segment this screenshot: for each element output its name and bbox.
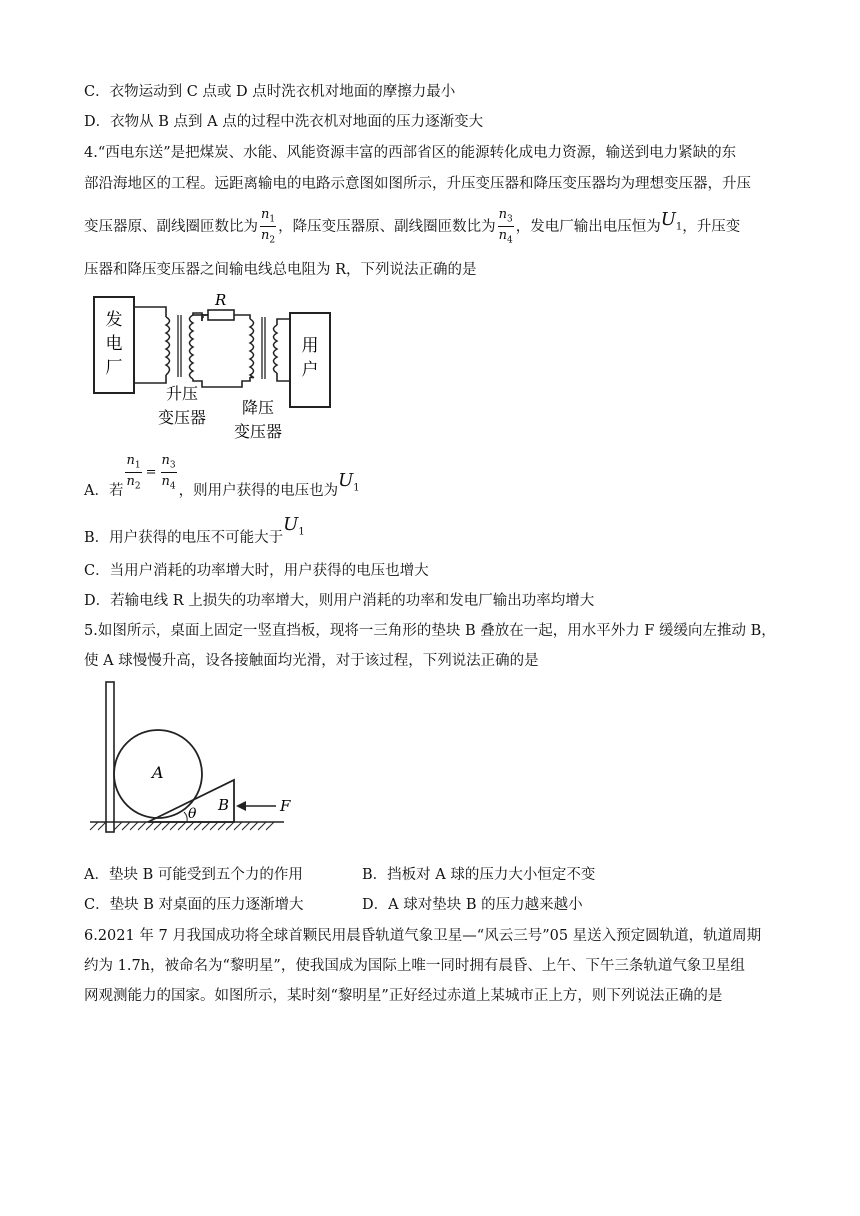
q4-option-b: B．用户获得的电压不可能大于 $U_1$ — [84, 514, 305, 547]
q6-text-line3: 网观测能力的国家。如图所示，某时刻“黎明星”正好经过赤道上某城市正上方，则下列说法正确的是 — [84, 988, 723, 1004]
step-down-label-1: 降压 — [241, 398, 275, 417]
step-down-label-2: 变压器 — [233, 422, 283, 441]
ball-a-label: A — [152, 763, 164, 782]
ratio-equation: $\frac{n_1}{n_2}$ = $\frac{n_3}{n_4}$ — [126, 452, 176, 492]
q4-text-line2: 部沿海地区的工程。远距离输电的电路示意图如图所示，升压变压器和降压变压器均为理想变压器，升压 — [84, 176, 751, 192]
step-up-label-1: 升压 — [165, 384, 199, 403]
resistor-r — [208, 310, 234, 320]
q4-text-line4: 压器和降压变压器之间输电线总电阻为 R，下列说法正确的是 — [84, 262, 477, 278]
q5-option-c: C．垫块 B 对桌面的压力逐渐增大 — [84, 897, 304, 913]
q5-option-d: D．A 球对垫块 B 的压力越来越小 — [362, 897, 583, 913]
user-label-2: 户 — [301, 360, 319, 380]
u1-symbol: $U_1$ — [283, 514, 305, 538]
q4-option-d: D．若输电线 R 上损失的功率增大，则用户消耗的功率和发电厂输出功率均增大 — [84, 593, 595, 609]
q5-text-line2: 使 A 球慢慢升高，设各接触面均光滑，对于该过程，下列说法正确的是 — [84, 653, 539, 669]
q4-text-line3: 变压器原、副线圈匝数比为 $\frac{n_1}{n_2}$ ，降压变压器原、副线圈匝数比为 $\frac{n_3}{n_4}$ ，发电厂输出电压恒为 $U_1$ ，升压变 — [84, 206, 741, 246]
force-f-label: F — [280, 797, 291, 815]
resistor-label: R — [215, 291, 227, 309]
option-c-prev: C．衣物运动到 C 点或 D 点时洗衣机对地面的摩擦力最小 — [84, 84, 456, 100]
vertical-board — [106, 682, 114, 832]
step-up-label-2: 变压器 — [157, 408, 207, 427]
user-label-1: 用 — [301, 336, 319, 356]
q6-text-line1: 6.2021 年 7 月我国成功将全球首颗民用晨昏轨道气象卫星—“风云三号”05 星送入预定圆轨道，轨道周期 — [84, 928, 762, 944]
q5-option-b: B．挡板对 A 球的压力大小恒定不变 — [362, 867, 596, 883]
ball-wedge-diagram — [84, 680, 304, 848]
power-plant-label-1: 发 — [105, 310, 123, 330]
q4-text-line1: 4.“西电东送”是把煤炭、水能、风能资源丰富的西部省区的能源转化成电力资源，输送到电力紧缺的东 — [84, 145, 737, 161]
q5-text-line1: 5.如图所示，桌面上固定一竖直挡板，现将一三角形的垫块 B 叠放在一起，用水平外力 F 缓缓向左推动 B， — [84, 623, 776, 639]
u1-symbol: $U_1$ — [660, 209, 683, 233]
q4-option-a: A．若 $\frac{n_1}{n_2}$ = $\frac{n_3}{n_4}$ ，则用户获得的电压也为 $U_1$ — [84, 452, 360, 499]
q6-text-line2: 约为 1.7h，被命名为“黎明星”，使我国成为国际上唯一同时拥有晨昏、上午、下午三条轨道气象卫星组 — [84, 958, 745, 974]
power-plant-label-3: 厂 — [105, 358, 123, 378]
u1-symbol: $U_1$ — [338, 470, 360, 494]
angle-theta-label: θ — [188, 806, 197, 822]
wedge-b-label: B — [218, 796, 230, 814]
ratio-n1-n2: $\frac{n_1}{n_2}$ — [261, 206, 276, 246]
power-plant-label-2: 电 — [105, 334, 123, 354]
q5-option-a: A．垫块 B 可能受到五个力的作用 — [84, 867, 303, 883]
q4-option-c: C．当用户消耗的功率增大时，用户获得的电压也增大 — [84, 563, 429, 579]
option-d-prev: D．衣物从 B 点到 A 点的过程中洗衣机对地面的压力逐渐变大 — [84, 114, 484, 130]
ratio-n3-n4: $\frac{n_3}{n_4}$ — [498, 206, 513, 246]
transmission-circuit-diagram — [84, 285, 344, 450]
